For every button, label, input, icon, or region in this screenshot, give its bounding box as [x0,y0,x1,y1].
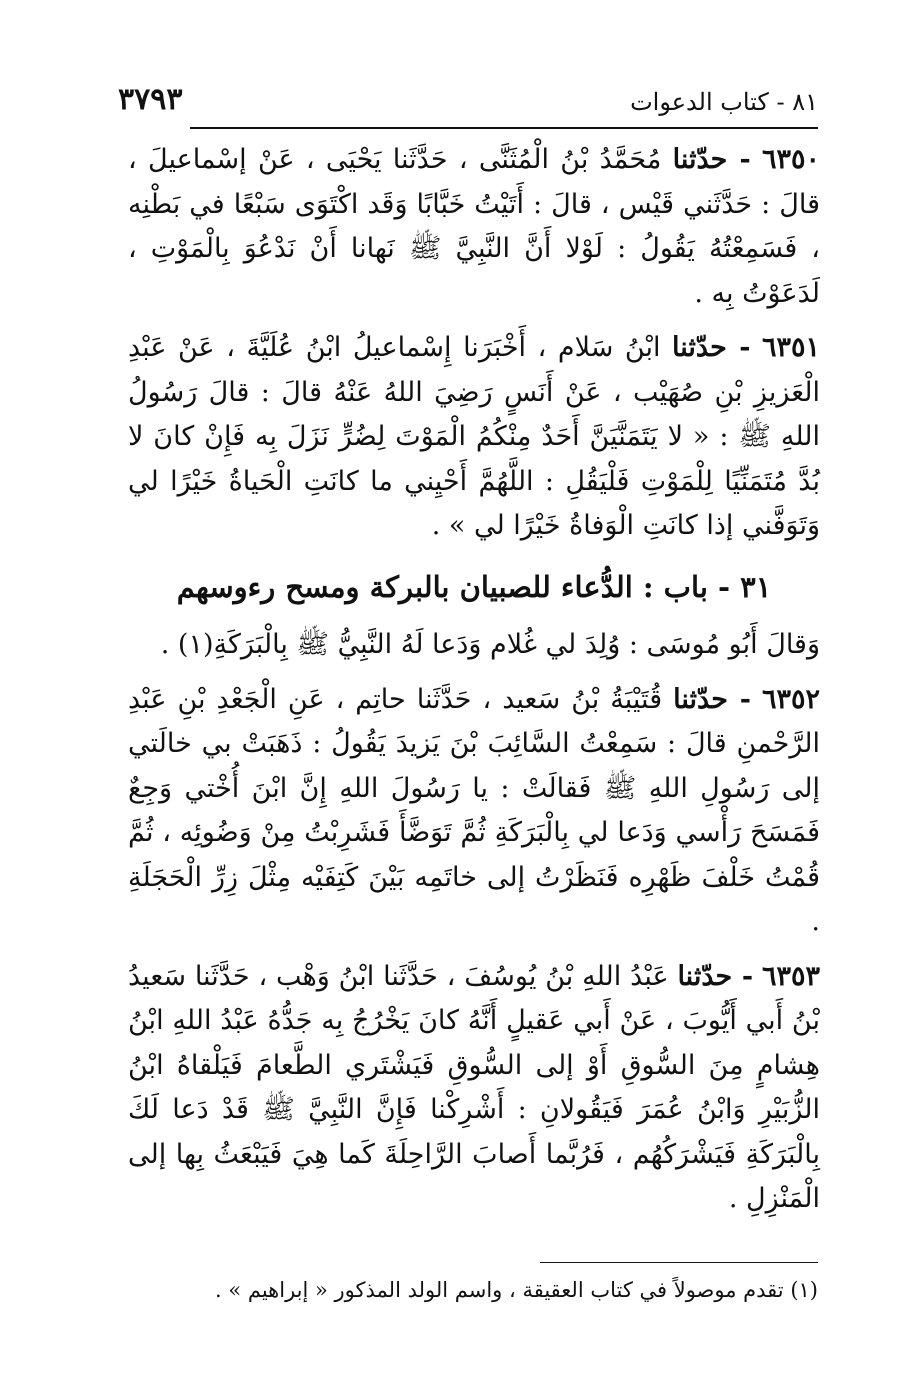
hadith-paragraph: ٦٣٥٠ - حدّثنا مُحَمَّدُ بْنُ الْمُثَنَّى ، حَدَّثَنا يَحْيَى ، عَنْ إسْماعيلَ ، قالَ : حَدَّثَني قَيْس ، قالَ : أَتَيْتُ خَبَّابًا وَقَد اكْتَوَى سَبْعًا في بَطْنِه ، فَسَمِعْتُهُ يَقُولُ : لَوْلا أَنَّ النَّبِيَّ ﷺ نَهانا أَنْ نَدْعُوَ بِالْمَوْتِ ، لَدَعَوْتُ بِه . [128,144,820,309]
page-body [128,138,820,1232]
hadith-paragraph: ٦٣٥٣ - حدّثنا عَبْدُ اللهِ بْنُ يُوسُفَ ، حَدَّثَنا ابْنُ وَهْب ، حَدَّثَنا سَعيدُ بْنُ أَبي أَيُّوبَ ، عَنْ أَبي عَقيلٍ أَنَّهُ كانَ يَخْرُجُ بِه جَدُّهُ عَبْدُ اللهِ ابْنُ هِشامٍ مِنَ السُّوقِ أَوْ إلى السُّوقِ فَيَشْتَري الطَّعامَ فَيَلْقاهُ ابْنُ الزُّبَيْرِ وَابْنُ عُمَرَ فَيَقُولانِ : أَشْرِكْنا فَإِنَّ النَّبِيَّ ﷺ قَدْ دَعا لَكَ بِالْبَرَكَةِ فَيَشْرَكُهُم ، فَرُبَّما أَصابَ الرَّاحِلَةَ كَما هِيَ فَيَبْعَثُ بِها إلى الْمَنْزِلِ . [128,960,820,1214]
hadith-lead: حدّثنا [673,683,728,715]
hadith-paragraph: ٦٣٥٢ - حدّثنا قُتَيْبَةُ بْنُ سَعيد ، حَدَّثَنا حاتِم ، عَنِ الْجَعْدِ بْنِ عَبْدِ الرَّحْمنِ قالَ : سَمِعْتُ السَّائِبَ بْنَ يَزيدَ يَقُولُ : ذَهَبَتْ بي خالَتي إلى رَسُولِ اللهِ ﷺ فَقالَتْ : يا رَسُولَ اللهِ إِنَّ ابْنَ أُخْتي وَجِعٌ فَمَسَحَ رَأْسي وَدَعا لي بِالْبَرَكَةِ ثُمَّ تَوَضَّأَ فَشَرِبْتُ مِنْ وَضُوئِه ، ثُمَّ قُمْتُ خَلْفَ ظَهْرِه فَنَظَرْتُ إلى خاتَمِه بَيْنَ كَتِفَيْه مِثْلَ زِرِّ الْحَجَلَةِ . [128,683,820,937]
hadith-number: ٦٣٥١ [761,332,820,363]
hadith-text: مُحَمَّدُ بْنُ الْمُثَنَّى ، حَدَّثَنا يَحْيَى ، عَنْ إسْماعيلَ ، قالَ : حَدَّثَني قَيْس ، قالَ : أَتَيْتُ خَبَّابًا وَقَد اكْتَوَى سَبْعًا في بَطْنِه ، فَسَمِعْتُهُ يَقُولُ : لَوْلا أَنَّ النَّبِيَّ ﷺ نَهانا أَنْ نَدْعُوَ بِالْمَوْتِ ، لَدَعَوْتُ بِه . [128,144,820,309]
hadith-number: ٦٣٥٠ [761,144,820,175]
hadith-lead: حدّثنا [672,144,728,175]
page-header [118,82,818,122]
bab-intro: وَقالَ أَبُو مُوسَى : وُلِدَ لي غُلام وَدَعا لَهُ النَّبِيُّ ﷺ بِالْبَرَكَةِ(١) . [160,629,820,660]
hadith-number: ٦٣٥٣ [761,960,820,992]
footnote: (١) تقدم موصولاً في كتاب العقيقة ، واسم الولد المذكور « إبراهيم » . [214,1278,818,1302]
hadith-text: قُتَيْبَةُ بْنُ سَعيد ، حَدَّثَنا حاتِم ، عَنِ الْجَعْدِ بْنِ عَبْدِ الرَّحْمنِ قالَ : سَمِعْتُ السَّائِبَ بْنَ يَزيدَ يَقُولُ : ذَهَبَتْ بي خالَتي إلى رَسُولِ اللهِ ﷺ فَقالَتْ : يا رَسُولَ اللهِ إِنَّ ابْنَ أُخْتي وَجِعٌ فَمَسَحَ رَأْسي وَدَعا لي بِالْبَرَكَةِ ثُمَّ تَوَضَّأَ فَشَرِبْتُ مِنْ وَضُوئِه ، ثُمَّ قُمْتُ خَلْفَ ظَهْرِه فَنَظَرْتُ إلى خاتَمِه بَيْنَ كَتِفَيْه مِثْلَ زِرِّ الْحَجَلَةِ . [128,683,820,937]
bab-title: ٣١ - باب : الدُّعاء للصبيان بالبركة ومسح رءوسهم [176,569,772,604]
hadith-number: ٦٣٥٢ [761,683,820,715]
chapter-title: ٨١ - كتاب الدعوات [630,88,818,116]
page-number: ٣٧٩٣ [118,82,183,117]
footnote-rule [540,1262,818,1263]
hadith-text: عَبْدُ اللهِ بْنُ يُوسُفَ ، حَدَّثَنا ابْنُ وَهْب ، حَدَّثَنا سَعيدُ بْنُ أَبي أَيُّوبَ ، عَنْ أَبي عَقيلٍ أَنَّهُ كانَ يَخْرُجُ بِه جَدُّهُ عَبْدُ اللهِ ابْنُ هِشامٍ مِنَ السُّوقِ أَوْ إلى السُّوقِ فَيَشْتَري الطَّعامَ فَيَلْقاهُ ابْنُ الزُّبَيْرِ وَابْنُ عُمَرَ فَيَقُولانِ : أَشْرِكْنا فَإِنَّ النَّبِيَّ ﷺ قَدْ دَعا لَكَ بِالْبَرَكَةِ فَيَشْرَكُهُم ، فَرُبَّما أَصابَ الرَّاحِلَةَ كَما هِيَ فَيَبْعَثُ بِها إلى الْمَنْزِلِ . [128,960,820,1214]
header-rule [190,127,818,129]
hadith-paragraph: ٦٣٥١ - حدّثنا ابْنُ سَلام ، أَخْبَرَنا إِسْماعيلُ ابْنُ عُلَيَّةَ ، عَنْ عَبْدِ الْعَزيزِ بْنِ صُهَيْب ، عَنْ أَنَسٍ رَضِيَ اللهُ عَنْهُ قالَ : قالَ رَسُولُ اللهِ ﷺ : « لا يَتَمَنَّيَنَّ أَحَدٌ مِنْكُمُ الْمَوْتَ لِضُرٍّ نَزَلَ بِه فَإِنْ كانَ لا بُدَّ مُتَمَنِّيًا لِلْمَوْتِ فَلْيَقُلِ : اللَّهُمَّ أَحْيِني ما كانَتِ الْحَياةُ خَيْرًا لي وَتَوَفَّني إذا كانَتِ الْوَفاةُ خَيْرًا لي » . [128,332,820,541]
hadith-lead: حدّثنا [672,332,727,363]
hadith-lead: حدّثنا [677,960,733,992]
hadith-text: ابْنُ سَلام ، أَخْبَرَنا إِسْماعيلُ ابْنُ عُلَيَّةَ ، عَنْ عَبْدِ الْعَزيزِ بْنِ صُهَيْب ، عَنْ أَنَسٍ رَضِيَ اللهُ عَنْهُ قالَ : قالَ رَسُولُ اللهِ ﷺ : « لا يَتَمَنَّيَنَّ أَحَدٌ مِنْكُمُ الْمَوْتَ لِضُرٍّ نَزَلَ بِه فَإِنْ كانَ لا بُدَّ مُتَمَنِّيًا لِلْمَوْتِ فَلْيَقُلِ : اللَّهُمَّ أَحْيِني ما كانَتِ الْحَياةُ خَيْرًا لي وَتَوَفَّني إذا كانَتِ الْوَفاةُ خَيْرًا لي » . [128,332,820,541]
